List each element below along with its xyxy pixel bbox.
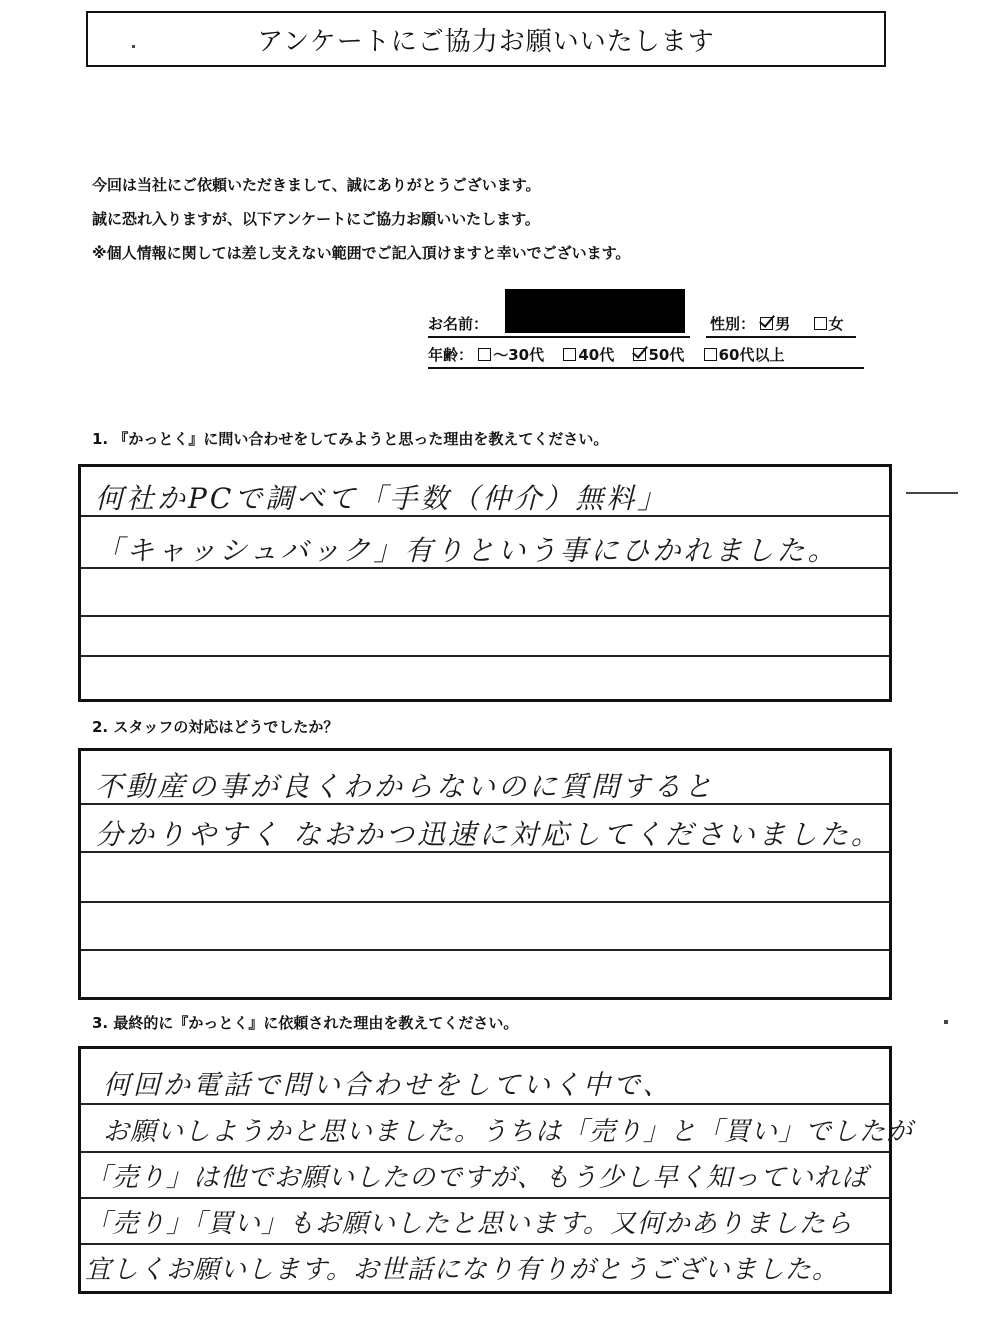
redacted-name [505, 289, 685, 333]
ruled-line [81, 949, 889, 951]
name-label: お名前： [428, 315, 489, 333]
ruled-line [81, 1197, 889, 1199]
answer-box-3[interactable] [78, 1046, 914, 1294]
scan-mark [944, 1020, 948, 1024]
ruled-line [81, 1103, 889, 1105]
checkbox-checked-icon [760, 317, 773, 330]
checkbox-icon [478, 348, 491, 361]
name-underline [428, 336, 690, 338]
checkbox-icon [704, 348, 717, 361]
answer-box-1[interactable] [78, 464, 892, 702]
survey-title: アンケートにご協力お願いいたします [86, 11, 886, 67]
answer-line: 宜しくお願いします。お世話になり有りがとうございました。 [85, 1255, 839, 1285]
age-option-60s-plus[interactable]: 60代以上 [704, 346, 785, 364]
answer-box-2[interactable] [78, 748, 892, 1000]
gender-option-female[interactable]: 女 [814, 315, 844, 333]
age-row [428, 344, 868, 368]
gender-option-male[interactable]: 男 [760, 315, 790, 333]
age-option-50s[interactable]: 50代 [633, 346, 684, 364]
age-label: 年齢： [428, 346, 474, 364]
ruled-line [81, 1243, 889, 1245]
answer-line: 「キャッシュバック」有りという事にひかれました。 [95, 534, 839, 567]
gender-underline [706, 336, 856, 338]
intro-line: 誠に恐れ入りますが、以下アンケートにご協力お願いいたします。 [92, 210, 540, 228]
answer-line: お願いしようかと思いました。うちは「売り」と「買い」でしたが [103, 1117, 914, 1147]
checkbox-checked-icon [633, 348, 646, 361]
age-option-30s[interactable]: ～30代 [478, 346, 544, 364]
checkbox-icon [563, 348, 576, 361]
gender-label: 性別： [710, 315, 756, 333]
checkbox-icon [814, 317, 827, 330]
question-3: 3. 最終的に『かっとく』に依頼された理由を教えてください。 [92, 1014, 519, 1032]
scan-mark [906, 492, 958, 494]
intro-text [92, 168, 630, 270]
ruled-line [81, 901, 889, 903]
answer-line: 何社かPCで調べて「手数（仲介）無料」 [95, 482, 669, 515]
intro-line: 今回は当社にご依頼いただきまして、誠にありがとうございます。 [92, 176, 541, 194]
answer-line: 「売り」「買い」もお願いしたと思います。又何かありましたら [85, 1209, 853, 1239]
age-underline [428, 367, 864, 369]
answer-line: 分かりやすく なおかつ迅速に対応してくださいました。 [95, 818, 882, 851]
question-1: 1. 『かっとく』に問い合わせをしてみようと思った理由を教えてください。 [92, 430, 609, 448]
ruled-line [81, 655, 889, 657]
question-2: 2. スタッフの対応はどうでしたか？ [92, 718, 339, 736]
ruled-line [81, 615, 889, 617]
age-option-40s[interactable]: 40代 [563, 346, 614, 364]
answer-line: 「売り」は他でお願いしたのですが、もう少し早く知っていれば [85, 1163, 869, 1193]
intro-line: ※個人情報に関しては差し支えない範囲でご記入頂けますと幸いでございます。 [92, 244, 631, 262]
ruled-line [81, 1151, 889, 1153]
answer-line: 不動産の事が良くわからないのに質問すると [95, 770, 716, 803]
scan-mark [132, 45, 135, 48]
answer-line: 何回か電話で問い合わせをしていく中で、 [103, 1070, 673, 1101]
